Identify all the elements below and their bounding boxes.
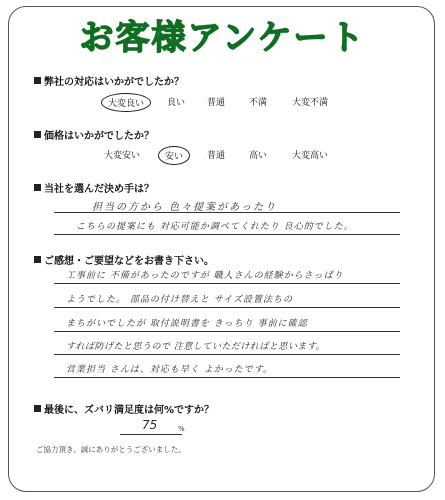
comment-line-3: まちがいでしたが 取付説明書を きっちり 事前に確認 <box>66 319 308 329</box>
service-option-4[interactable]: 不満 <box>248 98 268 108</box>
answer-rule <box>54 354 400 355</box>
question-price <box>34 127 154 142</box>
answer-rule <box>54 331 400 332</box>
survey-title: お客様アンケート <box>79 18 366 58</box>
satisfaction-rule <box>120 434 182 435</box>
comment-line-2: ようでした。 部品の付け替えと サイズ設置法ちの <box>66 295 294 305</box>
comment-line-5: 営業担当 さんは、対応も早く よかったです。 <box>66 365 274 375</box>
question-satisfaction <box>34 401 214 416</box>
price-option-4[interactable]: 高い <box>248 151 268 161</box>
service-option-1[interactable]: 大変良い <box>101 93 151 112</box>
price-option-3[interactable]: 普通 <box>206 151 226 161</box>
answer-rule <box>54 283 400 284</box>
square-bullet-icon <box>34 184 41 191</box>
question-reason-label: 当社を選んだ決め手は？ <box>44 184 154 195</box>
answer-rule <box>54 212 400 213</box>
reason-answer-line-1: 担当の方から 色々提案があったり <box>92 202 278 213</box>
price-option-2[interactable]: 安い <box>158 146 190 165</box>
price-option-1[interactable]: 大変安い <box>103 151 141 161</box>
service-option-2[interactable]: 良い <box>166 98 186 108</box>
comment-line-1: 工事前に 不備があったのですが 職人さんの経験からさっぱり <box>66 271 344 281</box>
question-comments <box>34 252 214 267</box>
question-comments-label: ご感想・ご要望などをお書き下さい。 <box>44 256 214 267</box>
thank-you-note: ご協力頂き、誠にありがとうございました。 <box>36 445 186 454</box>
square-bullet-icon <box>34 77 41 84</box>
service-option-5[interactable]: 大変不満 <box>291 98 329 108</box>
square-bullet-icon <box>34 131 41 138</box>
satisfaction-value: 75 <box>142 418 158 432</box>
answer-rule <box>54 307 400 308</box>
answer-rule <box>54 234 400 235</box>
service-option-3[interactable]: 普通 <box>206 98 226 108</box>
reason-answer-line-2: こちらの提案にも 対応可能か調べてくれたり 良心的でした。 <box>76 222 354 232</box>
comment-line-4: すれば防げたと思うので 注意していただければと思います。 <box>66 342 326 352</box>
question-price-label: 価格はいかがでしたか？ <box>44 131 154 142</box>
square-bullet-icon <box>34 256 41 263</box>
question-reason <box>34 180 154 195</box>
question-satisfaction-label: 最後に、ズバリ満足度は何%ですか？ <box>44 405 215 416</box>
price-option-5[interactable]: 大変高い <box>291 151 329 161</box>
square-bullet-icon <box>34 405 41 412</box>
question-service-label: 弊社の対応はいかがでしたか？ <box>44 77 184 88</box>
satisfaction-unit: % <box>178 425 185 433</box>
question-service <box>34 73 184 88</box>
answer-rule <box>54 377 400 378</box>
